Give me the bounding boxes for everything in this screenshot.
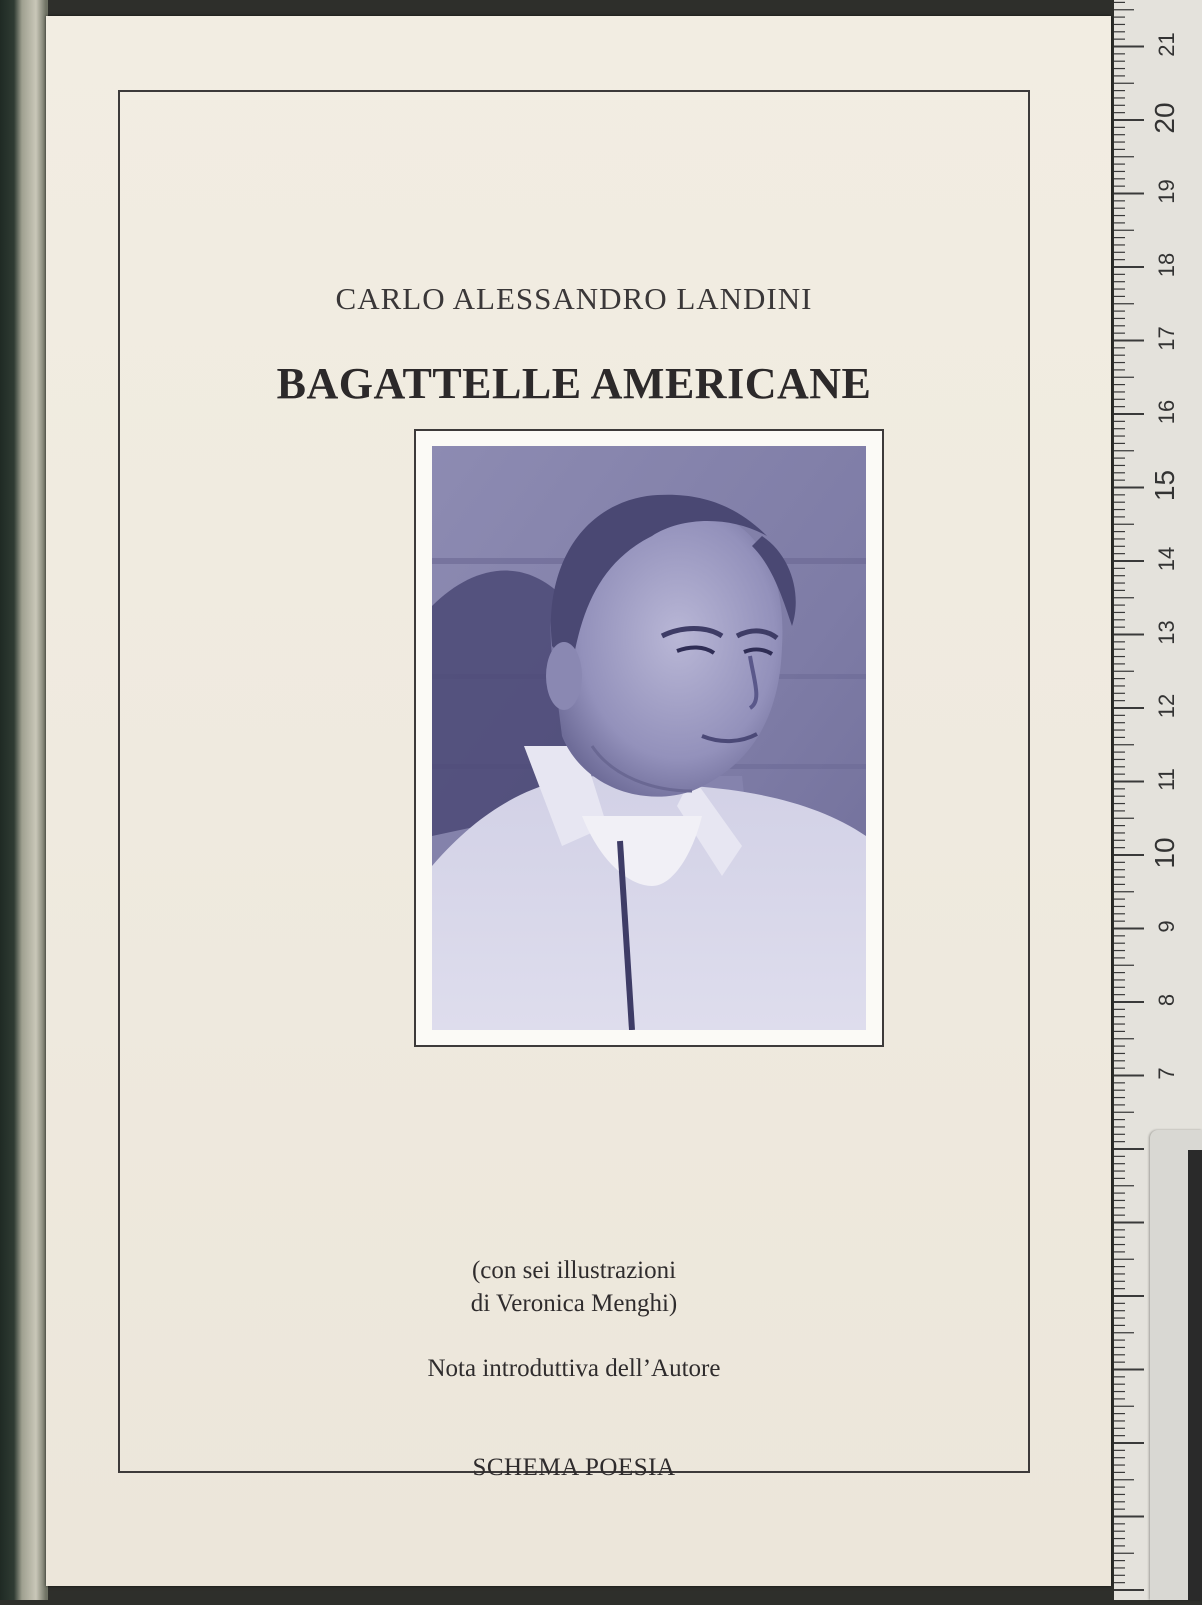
- credits-line-1: (con sei illustrazioni: [471, 1257, 677, 1284]
- ruler-label: 13: [1154, 620, 1179, 645]
- ruler-label: 11: [1154, 768, 1179, 791]
- ruler-label: 17: [1154, 326, 1179, 351]
- ruler-label: 15: [1149, 469, 1180, 502]
- ruler-label: 18: [1154, 252, 1179, 278]
- illustration-credits: [120, 1254, 1028, 1320]
- ruler-label: 19: [1154, 179, 1179, 204]
- ruler-label: 21: [1154, 32, 1179, 57]
- book-cover: [46, 16, 1111, 1586]
- author-portrait-photo: [432, 446, 866, 1030]
- book-title: BAGATTELLE AMERICANE: [276, 359, 872, 408]
- cover-border-frame: [118, 90, 1030, 1481]
- book-spine-edge: [0, 0, 48, 1600]
- ruler-label: 12: [1154, 693, 1179, 719]
- ruler-clip-edge: [1188, 1150, 1202, 1600]
- ruler-label: 9: [1154, 920, 1179, 933]
- ruler-label: 7: [1154, 1067, 1179, 1080]
- author-name: CARLO ALESSANDRO LANDINI: [335, 281, 813, 316]
- author-photo-frame: [414, 429, 884, 1047]
- ruler-label: 14: [1154, 546, 1179, 572]
- ruler-label: 8: [1154, 993, 1179, 1007]
- ruler-label: 16: [1154, 399, 1179, 425]
- ruler-label: 20: [1149, 102, 1180, 134]
- ruler-label: 10: [1149, 837, 1180, 869]
- publisher-series: SCHEMA POESIA: [472, 1454, 676, 1481]
- introduction-note: Nota introduttiva dell’Autore: [427, 1355, 721, 1382]
- credits-line-2: di Veronica Menghi): [470, 1290, 678, 1317]
